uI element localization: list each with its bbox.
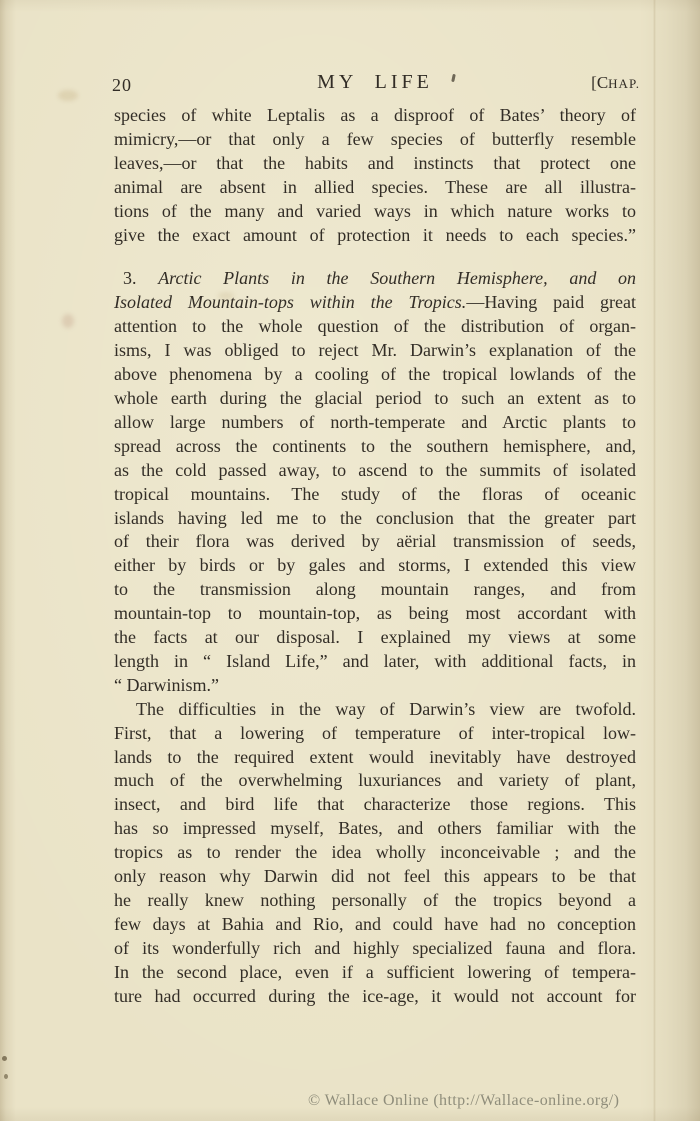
text-line (114, 387, 636, 411)
roman-text: “ Darwinism.” (114, 674, 219, 695)
text-line (114, 435, 636, 459)
text-line (114, 985, 636, 1009)
text-line (114, 104, 636, 128)
roman-text: of its wonderfully rich and highly specialized fauna and flora. (114, 937, 636, 958)
chapter-label (591, 73, 640, 93)
roman-text: give the exact amount of protection it needs to each species.” (114, 224, 636, 245)
roman-text: lands to the required extent would inevitably have destroyed (114, 746, 636, 767)
text-line (114, 865, 636, 889)
text-line (114, 961, 636, 985)
roman-text: islands having led me to the conclusion that the greater part (114, 507, 636, 528)
text-line (114, 746, 636, 770)
text-line (114, 817, 636, 841)
text-line (114, 889, 636, 913)
roman-text: —Having paid great (466, 292, 636, 313)
roman-text: either by birds or by gales and storms, I extended this view (114, 555, 636, 576)
text-line (114, 200, 636, 224)
roman-text: leaves,—or that the habits and instincts that protect one (114, 152, 636, 173)
text-line (114, 339, 636, 363)
roman-text: whole earth during the glacial period to such an extent as to (114, 387, 636, 408)
text-line (114, 674, 636, 698)
text-line (114, 176, 636, 200)
copyright-watermark: © Wallace Online (http://Wallace-online.org/) (308, 1092, 620, 1109)
text-line (114, 554, 636, 578)
page-number: 20 (112, 75, 132, 95)
text-line (114, 913, 636, 937)
roman-text: allow large numbers of north-temperate and Arctic plants to (114, 411, 636, 432)
paragraph (114, 698, 636, 1009)
roman-text: 3. (123, 268, 159, 289)
roman-text: above phenomena by a cooling of the tropical lowlands of the (114, 364, 636, 385)
text-line (114, 578, 636, 602)
roman-text: tions of the many and varied ways in which nature works to (114, 200, 636, 221)
roman-text: as the cold passed away, to ascend to the summits of isolated (114, 459, 636, 480)
text-line (114, 507, 636, 531)
paper-smudge (62, 314, 74, 328)
roman-text: mountain-top to mountain-top, as being most accordant with (114, 603, 636, 624)
text-line (114, 722, 636, 746)
italic-text: Arctic Plants in the Southern Hemisphere, and on (158, 268, 637, 289)
paragraph (114, 267, 636, 697)
roman-text: tropical mountains. The study of the floras of oceanic (114, 483, 636, 504)
roman-text: of their flora was derived by aërial transmission of seeds, (114, 531, 636, 552)
roman-text: mimicry,—or that only a few species of butterfly resemble (114, 128, 636, 149)
roman-text: ture had occurred during the ice-age, it would not account for (114, 985, 636, 1006)
roman-text: few days at Bahia and Rio, and could have had no conception (114, 913, 636, 934)
text-line (114, 769, 636, 793)
roman-text: animal are absent in allied species. These are all illustra- (114, 176, 636, 197)
roman-text: First, that a lowering of temperature of inter-tropical low- (114, 722, 636, 743)
text-line (114, 291, 636, 315)
running-head (112, 70, 640, 96)
paragraph (114, 104, 636, 247)
roman-text: insect, and bird life that characterize those regions. This (114, 794, 636, 815)
text-line (114, 937, 636, 961)
paper-speck (4, 1074, 8, 1079)
italic-text: Isolated Mountain-tops within the Tropics. (114, 292, 467, 313)
text-line (114, 315, 636, 339)
page-title: MY LIFE (317, 71, 433, 93)
roman-text: length in “ Island Life,” and later, with additional facts, in (114, 650, 636, 671)
roman-text: spread across the continents to the southern hemisphere, and, (114, 435, 636, 456)
paper-speck (2, 1056, 7, 1061)
text-line (114, 530, 636, 554)
roman-text: tropics as to render the idea wholly inconceivable ; and the (114, 842, 636, 863)
text-line (114, 363, 636, 387)
roman-text: to the transmission along mountain ranges, and from (114, 579, 636, 600)
chapter-label-prefix: [C (591, 73, 609, 92)
text-line (114, 793, 636, 817)
roman-text: only reason why Darwin did not feel this appears to be that (114, 866, 636, 887)
text-line (114, 459, 636, 483)
chapter-label-suffix: HAP. (608, 76, 640, 91)
text-line (114, 152, 636, 176)
page-crease (653, 0, 656, 1121)
paper-smudge (218, 292, 234, 300)
text-line (114, 267, 636, 291)
roman-text: In the second place, even if a sufficient lowering of tempera- (114, 961, 636, 982)
roman-text: he really knew nothing personally of the tropics beyond a (114, 890, 636, 910)
text-line (114, 411, 636, 435)
text-line (114, 650, 636, 674)
paper-smudge (58, 90, 78, 101)
roman-text: isms, I was obliged to reject Mr. Darwin’s explanation of the (114, 340, 636, 361)
roman-text: has so impressed myself, Bates, and others familiar with the (114, 818, 636, 839)
text-line (114, 602, 636, 626)
text-line (114, 483, 636, 507)
text-line (114, 224, 636, 248)
text-line (114, 841, 636, 865)
text-line (114, 698, 636, 722)
text-line (114, 128, 636, 152)
roman-text: species of white Leptalis as a disproof of Bates’ theory of (114, 105, 636, 125)
roman-text: much of the overwhelming luxuriances and variety of plant, (114, 770, 636, 791)
text-block (114, 104, 636, 1009)
text-line (114, 626, 636, 650)
roman-text: attention to the whole question of the distribution of organ- (114, 316, 636, 337)
roman-text: the facts at our disposal. I explained my views at some (114, 627, 636, 648)
roman-text: The difficulties in the way of Darwin’s view are twofold. (136, 698, 636, 719)
